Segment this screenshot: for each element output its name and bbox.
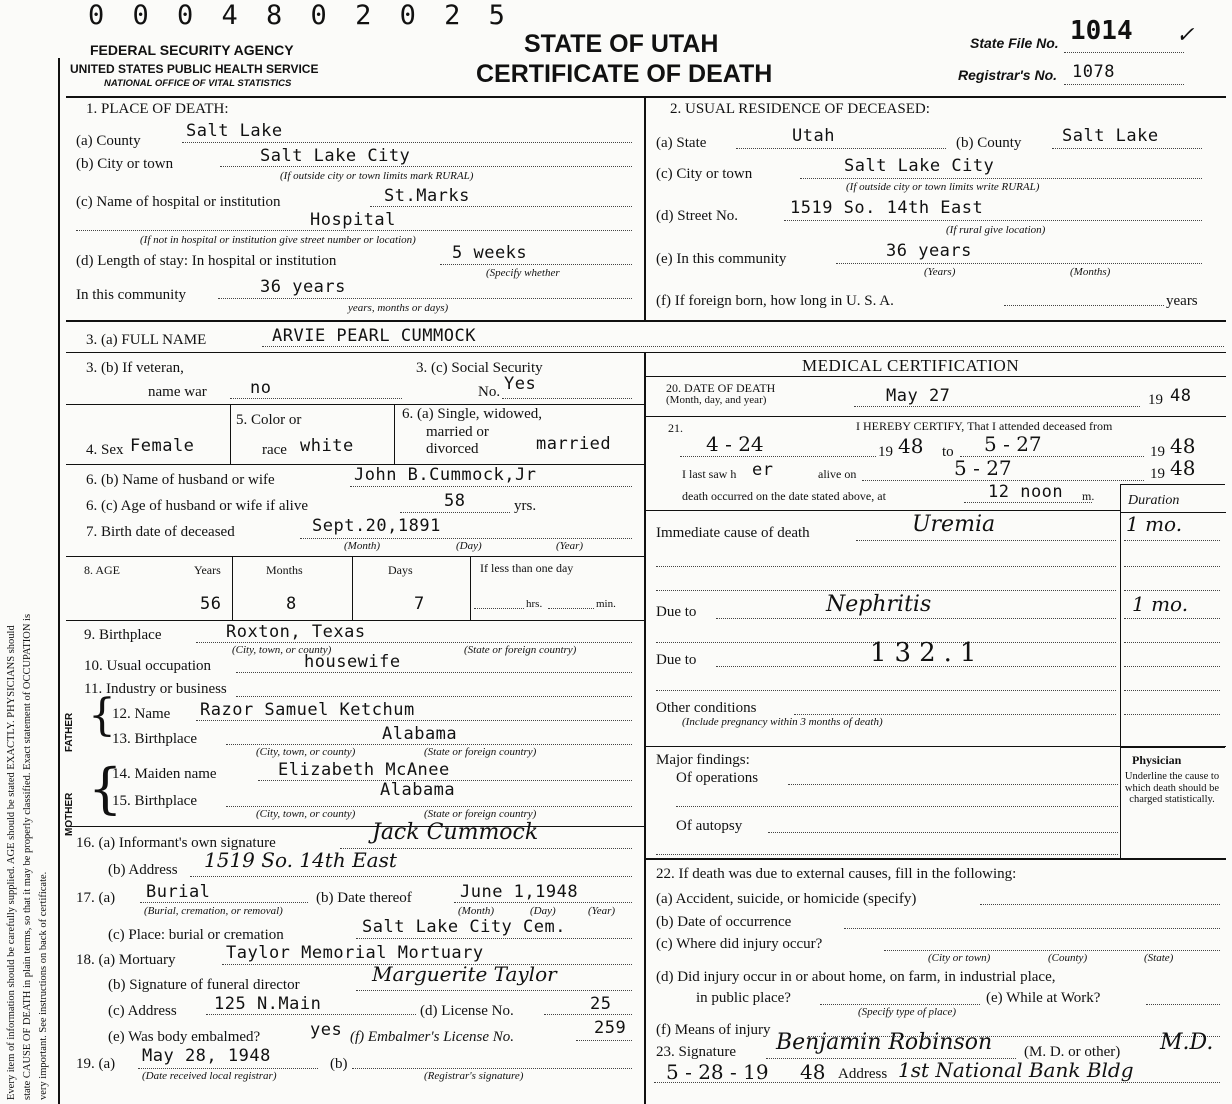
place-heading: 1. PLACE OF DEATH: (86, 101, 229, 117)
ssn-label-1: 3. (c) Social Security (416, 360, 543, 376)
autopsy-label: Of autopsy (676, 818, 743, 834)
external-a-label: (a) Accident, suicide, or homicide (specify) (656, 891, 917, 907)
burial-date-label: (b) Date thereof (316, 890, 412, 906)
informant-addr-value: 1519 So. 14th East (204, 848, 397, 872)
marital-value: married (536, 434, 612, 454)
medical-heading-border (644, 376, 1226, 377)
mother-name-label: 14. Maiden name (112, 766, 217, 782)
birth-date-value: Sept.20,1891 (312, 516, 441, 536)
dod-year-prefix: 19 (1148, 392, 1163, 408)
mother-brace: { (88, 757, 123, 820)
birthplace-note-1: (City, town, or county) (232, 644, 332, 656)
county-value: Salt Lake (186, 121, 283, 141)
burial-value: Burial (146, 882, 211, 902)
age-min-line (548, 608, 594, 609)
full-name-line (262, 346, 1224, 347)
veteran-value: no (250, 378, 272, 398)
md-label: (M. D. or other) (1024, 1044, 1121, 1060)
father-birth-value: Alabama (382, 724, 458, 744)
immediate-extra-dur-2 (1124, 590, 1220, 591)
age-divider-2 (352, 556, 353, 620)
external-b-label: (b) Date of occurrence (656, 914, 792, 930)
autopsy-line (768, 832, 1118, 833)
received-value: May 28, 1948 (142, 1046, 271, 1066)
age-less-head: If less than one day (480, 561, 574, 575)
state-file-label: State File No. (970, 35, 1059, 51)
age-months-value: 8 (286, 594, 297, 614)
death-occurred-label: death occurred on the date stated above, at (682, 489, 886, 503)
father-birth-note-1: (City, town, or county) (256, 746, 356, 758)
director-line (356, 990, 632, 991)
stay-note: (Specify whether (486, 267, 560, 279)
medical-heading: MEDICAL CERTIFICATION (802, 356, 1020, 375)
birth-year-note: (Year) (556, 540, 584, 552)
res-state-label: (a) State (656, 135, 707, 151)
received-note: (Date received local registrar) (142, 1070, 277, 1082)
check-mark-icon: ✓ (1176, 22, 1195, 47)
community-line (218, 298, 632, 299)
hospital-note: (If not in hospital or institution give street number or location) (140, 234, 416, 246)
burial-place-line (356, 938, 632, 939)
mother-birth-line (226, 806, 632, 807)
physician-head: Physician (1132, 753, 1182, 767)
spouse-label: 6. (b) Name of husband or wife (86, 472, 275, 488)
res-city-value: Salt Lake City (844, 156, 995, 176)
instruction-line-3: very important. See instructions on back of certificate. (38, 871, 49, 1100)
age-hrs-line (474, 608, 524, 609)
physician-note: Underline the cause to which death should be charged statistically. (1124, 771, 1220, 805)
hospital-value-2: Hospital (310, 210, 396, 230)
medical-item-21: 21. (668, 421, 683, 435)
address-line (654, 1082, 1220, 1083)
external-heading: 22. If death was due to external causes, fill in the following: (656, 866, 1017, 882)
hospital-label: (c) Name of hospital or institution (76, 194, 281, 210)
veteran-line (230, 398, 402, 399)
cert-border (644, 510, 1120, 511)
spouse-age-label: 6. (c) Age of husband or wife if alive (86, 498, 309, 514)
autopsy-line-2 (656, 854, 1118, 855)
informant-sig-label: 16. (a) Informant's own signature (76, 835, 276, 851)
occupation-value: housewife (304, 652, 401, 672)
mother-birth-note-1: (City, town, or county) (256, 808, 356, 820)
duration-head: Duration (1128, 493, 1180, 508)
immediate-line (856, 540, 1116, 541)
age-label: 8. AGE (84, 563, 120, 577)
due2-dur-line (1124, 666, 1220, 667)
res-city-note: (If outside city or town limits write RURAL) (846, 181, 1040, 193)
external-f-label: (f) Means of injury (656, 1022, 771, 1038)
attend-from-prefix: 19 (878, 444, 893, 460)
father-birth-note-2: (State or foreign country) (424, 746, 537, 758)
dod-line (854, 406, 1140, 407)
color-label-1: 5. Color or (236, 412, 302, 428)
alive-on-label: alive on (818, 467, 857, 481)
res-street-line (784, 220, 1202, 221)
community-value: 36 years (260, 277, 346, 297)
last-saw-label: I last saw h (682, 467, 737, 481)
residence-heading: 2. USUAL RESIDENCE OF DECEASED: (670, 101, 930, 117)
sex-value: Female (130, 436, 195, 456)
mortuary-license-line (544, 1014, 632, 1015)
burial-year-note: (Year) (588, 905, 616, 917)
age-days-head: Days (388, 563, 413, 577)
state-title: STATE OF UTAH (524, 30, 719, 58)
immediate-extra-dur-1 (1124, 566, 1220, 567)
attend-from-line (680, 456, 876, 457)
res-community-label: (e) In this community (656, 251, 787, 267)
last-saw-prefix: 19 (1150, 466, 1165, 482)
due2-value: 132.1 (870, 638, 985, 668)
mortuary-value: Taylor Memorial Mortuary (226, 943, 484, 963)
burial-place-value: Salt Lake City Cem. (362, 917, 566, 937)
res-county-line (1052, 148, 1202, 149)
embalmer-license-label: (f) Embalmer's License No. (350, 1029, 515, 1045)
signature-year: 48 (800, 1060, 826, 1084)
external-e-line (1146, 1004, 1220, 1005)
city-value: Salt Lake City (260, 146, 411, 166)
attend-to: 5 - 27 (984, 432, 1042, 456)
due2-line (716, 666, 1116, 667)
father-name-label: 12. Name (112, 706, 171, 722)
birthplace-label: 9. Birthplace (84, 627, 162, 643)
main-divider (644, 352, 646, 1104)
attend-from: 4 - 24 (706, 432, 764, 456)
res-street-note: (If rural give location) (946, 224, 1046, 236)
instructions-sidebar (2, 60, 60, 1100)
findings-border (644, 858, 1226, 860)
received-line (138, 1068, 318, 1069)
spouse-line (350, 486, 632, 487)
embalmer-license-value: 259 (594, 1018, 627, 1038)
age-divider-1 (232, 556, 233, 620)
res-community-value: 36 years (886, 241, 972, 261)
full-name-value: ARVIE PEARL CUMMOCK (272, 326, 476, 346)
city-note: (If outside city or town limits mark RURAL) (280, 170, 474, 182)
other-conditions-line (794, 714, 1116, 715)
other-dur-line (1124, 714, 1220, 715)
external-d-label-2: in public place? (696, 990, 791, 1006)
row-8-border (66, 620, 644, 621)
immediate-dur-line (1124, 540, 1220, 541)
external-county-note: (County) (1048, 952, 1088, 964)
father-vertical-label: FATHER (64, 712, 75, 752)
registrar-line (1064, 84, 1184, 85)
operations-line (788, 784, 1118, 785)
attend-to-prefix: 19 (1150, 444, 1165, 460)
due1-duration: 1 mo. (1132, 592, 1189, 616)
res-county-value: Salt Lake (1062, 126, 1159, 146)
veteran-label-2: name war (148, 384, 207, 400)
due1-label: Due to (656, 604, 697, 620)
mortuary-addr-value: 125 N.Main (214, 994, 322, 1014)
signature-label: 23. Signature (656, 1044, 736, 1060)
sex-label: 4. Sex (86, 442, 124, 458)
attend-to-year: 48 (1170, 434, 1196, 458)
place-bottom-border (66, 320, 1226, 322)
burial-label: 17. (a) (76, 890, 116, 906)
burial-line (140, 902, 308, 903)
registrar-value: 1078 (1072, 62, 1115, 82)
father-birth-label: 13. Birthplace (112, 731, 197, 747)
burial-month-note: (Month) (458, 905, 495, 917)
res-street-value: 1519 So. 14th East (790, 198, 984, 218)
full-name-label: 3. (a) FULL NAME (86, 332, 207, 348)
due2-extra-dur (1124, 690, 1220, 691)
agency-office: NATIONAL OFFICE OF VITAL STATISTICS (104, 78, 292, 89)
external-a-line (980, 904, 1220, 905)
marital-label-2: married or (426, 424, 489, 440)
signature-value: Benjamin Robinson (776, 1030, 993, 1055)
agency-service: UNITED STATES PUBLIC HEALTH SERVICE (70, 62, 319, 76)
mother-name-value: Elizabeth McAnee (278, 760, 450, 780)
instruction-line-1: Every item of information should be carefully supplied. AGE should be stated EXACTLY. PHYSICIANS should (6, 625, 17, 1100)
age-months-head: Months (266, 563, 303, 577)
color-label-2: race (262, 442, 287, 458)
hospital-value-1: St.Marks (384, 186, 470, 206)
due1-line (716, 618, 1116, 619)
ssn-label-2: No. (478, 384, 501, 400)
birth-month-note: (Month) (344, 540, 381, 552)
stay-label: (d) Length of stay: In hospital or institution (76, 253, 337, 269)
top-border (66, 96, 1226, 98)
dod-label-2: (Month, day, and year) (666, 394, 767, 406)
informant-addr-label: (b) Address (108, 862, 178, 878)
burial-day-note: (Day) (530, 905, 556, 917)
external-e-label: (e) While at Work? (986, 990, 1101, 1006)
md-value: M.D. (1160, 1030, 1214, 1055)
signature-date: 5 - 28 - 19 (666, 1060, 769, 1084)
mother-birth-label: 15. Birthplace (112, 793, 197, 809)
mother-birth-note-2: (State or foreign country) (424, 808, 537, 820)
burial-place-label: (c) Place: burial or cremation (108, 927, 284, 943)
external-city-note: (City or town) (928, 952, 991, 964)
name-bottom-border (66, 352, 1226, 353)
mortuary-label: 18. (a) Mortuary (76, 952, 176, 968)
birth-date-line (300, 538, 632, 539)
county-label: (a) County (76, 133, 141, 149)
embalmed-label: (e) Was body embalmed? (108, 1029, 261, 1045)
registrar-sig-note: (Registrar's signature) (424, 1070, 524, 1082)
res-state-value: Utah (792, 126, 835, 146)
external-d-label-1: (d) Did injury occur in or about home, on farm, in industrial place, (656, 969, 1056, 985)
last-saw-line (862, 480, 1144, 481)
county-line (182, 142, 632, 143)
marital-label-3: divorced (426, 441, 479, 457)
ssn-line (502, 398, 632, 399)
hospital-line-2 (76, 230, 632, 231)
birth-day-note: (Day) (456, 540, 482, 552)
community-label: In this community (76, 287, 186, 303)
age-days-value: 7 (414, 594, 425, 614)
immediate-extra-line-1 (656, 566, 1116, 567)
birthplace-line (196, 642, 632, 643)
external-c-line (884, 950, 1220, 951)
external-d-note: (Specify type of place) (858, 1006, 957, 1018)
color-value: white (300, 436, 354, 456)
attend-from-year: 48 (898, 434, 924, 458)
res-foreign-line (1004, 305, 1164, 306)
city-label: (b) City or town (76, 156, 174, 172)
age-years-head: Years (194, 563, 221, 577)
embalmer-license-line (576, 1040, 632, 1041)
due1-dur-line (1124, 618, 1220, 619)
registrar-label: Registrar's No. (958, 67, 1058, 83)
top-divider (644, 96, 646, 320)
res-foreign-unit: years (1166, 293, 1198, 309)
cause-border (644, 746, 1226, 747)
external-b-line (844, 928, 1220, 929)
mortuary-license-value: 25 (590, 994, 612, 1014)
attend-to-word: to (942, 444, 954, 460)
external-d-line (820, 1004, 980, 1005)
instruction-line-2: state CAUSE OF DEATH in plain terms, so that it may be properly classified. Exact statement of OCCUPATION is (22, 613, 33, 1100)
ssn-value: Yes (504, 374, 537, 394)
due2-extra-line (656, 690, 1116, 691)
occupation-label: 10. Usual occupation (84, 658, 212, 674)
birth-date-label: 7. Birth date of deceased (86, 524, 235, 540)
death-time-m: m. (1082, 489, 1095, 503)
res-months-note: (Months) (1070, 266, 1111, 278)
immediate-duration: 1 mo. (1126, 512, 1183, 536)
row-15-border (66, 826, 644, 827)
state-file-line (1064, 52, 1184, 53)
age-hrs: hrs. (526, 598, 543, 610)
age-min: min. (596, 598, 616, 610)
serial-number: 0 0 0 4 8 0 2 0 2 5 (88, 0, 511, 31)
due2-label: Due to (656, 652, 697, 668)
mother-birth-value: Alabama (380, 780, 456, 800)
community-note: years, months or days) (348, 302, 449, 314)
director-label: (b) Signature of funeral director (108, 977, 300, 993)
city-line (220, 166, 632, 167)
res-years-note: (Years) (924, 266, 956, 278)
certify-text: I HEREBY CERTIFY, That I attended deceased from (856, 419, 1113, 433)
stay-line (440, 264, 632, 265)
age-years-value: 56 (200, 594, 222, 614)
major-findings-label: Major findings: (656, 752, 750, 768)
informant-addr-line (190, 876, 632, 877)
burial-note: (Burial, cremation, or removal) (144, 905, 283, 917)
row-3-border (66, 404, 644, 405)
last-saw-year: 48 (1170, 456, 1196, 480)
mortuary-addr-label: (c) Address (108, 1003, 177, 1019)
due1-extra-dur (1124, 642, 1220, 643)
informant-sig-value: Jack Cummock (372, 820, 539, 845)
res-city-label: (c) City or town (656, 166, 753, 182)
res-state-line (736, 148, 946, 149)
row-7-border (66, 556, 644, 557)
dod-year: 48 (1170, 386, 1192, 406)
last-saw-value: 5 - 27 (954, 456, 1012, 480)
spouse-value: John B.Cummock,Jr (354, 465, 537, 485)
mortuary-addr-line (206, 1014, 416, 1015)
res-city-line (800, 178, 1202, 179)
father-brace: { (88, 690, 116, 741)
spouse-age-value: 58 (444, 491, 466, 511)
immediate-label: Immediate cause of death (656, 525, 810, 541)
death-time-line (964, 502, 1092, 503)
spouse-age-line (400, 512, 510, 513)
received-label: 19. (a) (76, 1056, 116, 1072)
burial-date-value: June 1,1948 (460, 882, 579, 902)
dod-label-1: 20. DATE OF DEATH (666, 381, 776, 395)
address-label: Address (838, 1066, 888, 1082)
res-foreign-label: (f) If foreign born, how long in U. S. A. (656, 293, 894, 309)
immediate-value: Uremia (912, 512, 996, 537)
sex-divider (230, 404, 231, 464)
registrar-sig-label: (b) (330, 1056, 348, 1072)
state-file-value: 1014 (1070, 16, 1133, 46)
certificate-title: CERTIFICATE OF DEATH (476, 60, 773, 88)
mortuary-license-label: (d) License No. (420, 1003, 514, 1019)
birthplace-note-2: (State or foreign country) (464, 644, 577, 656)
last-saw-er: er (752, 460, 774, 480)
hospital-line-1 (370, 206, 632, 207)
registrar-value-wrap (1072, 62, 1115, 82)
due1-value: Nephritis (826, 592, 932, 617)
operations-line-2 (676, 806, 1118, 807)
res-county-label: (b) County (956, 135, 1022, 151)
director-value: Marguerite Taylor (372, 962, 557, 986)
dod-border (644, 416, 1226, 417)
address-value: 1st National Bank Bldg (898, 1058, 1134, 1082)
occupation-line (236, 672, 632, 673)
sidebar-border (58, 58, 60, 1104)
industry-line (236, 696, 632, 697)
stay-value: 5 weeks (452, 243, 528, 263)
other-conditions-note: (Include pregnancy within 3 months of death) (682, 716, 883, 728)
father-name-line (196, 720, 632, 721)
industry-label: 11. Industry or business (84, 681, 227, 697)
res-street-label: (d) Street No. (656, 208, 739, 224)
physician-divider (1120, 746, 1121, 858)
age-divider-3 (470, 556, 471, 620)
operations-label: Of operations (676, 770, 759, 786)
death-time-value: 12 noon (988, 482, 1064, 502)
father-name-value: Razor Samuel Ketchum (200, 700, 415, 720)
dod-value: May 27 (886, 386, 951, 406)
color-divider (394, 404, 395, 464)
birthplace-value: Roxton, Texas (226, 622, 366, 642)
burial-date-line (454, 902, 632, 903)
spouse-age-unit: yrs. (514, 498, 537, 514)
father-birth-line (226, 744, 632, 745)
immediate-extra-line-2 (656, 590, 1116, 591)
res-community-line (836, 263, 1202, 264)
embalmed-value: yes (310, 1020, 343, 1040)
registrar-sig-line (352, 1068, 632, 1069)
veteran-label-1: 3. (b) If veteran, (86, 360, 184, 376)
mother-vertical-label: MOTHER (64, 792, 75, 836)
other-conditions-label: Other conditions (656, 700, 757, 716)
agency-name: FEDERAL SECURITY AGENCY (90, 42, 294, 58)
marital-label-1: 6. (a) Single, widowed, (402, 406, 542, 422)
external-state-note: (State) (1144, 952, 1174, 964)
external-c-label: (c) Where did injury occur? (656, 936, 823, 952)
